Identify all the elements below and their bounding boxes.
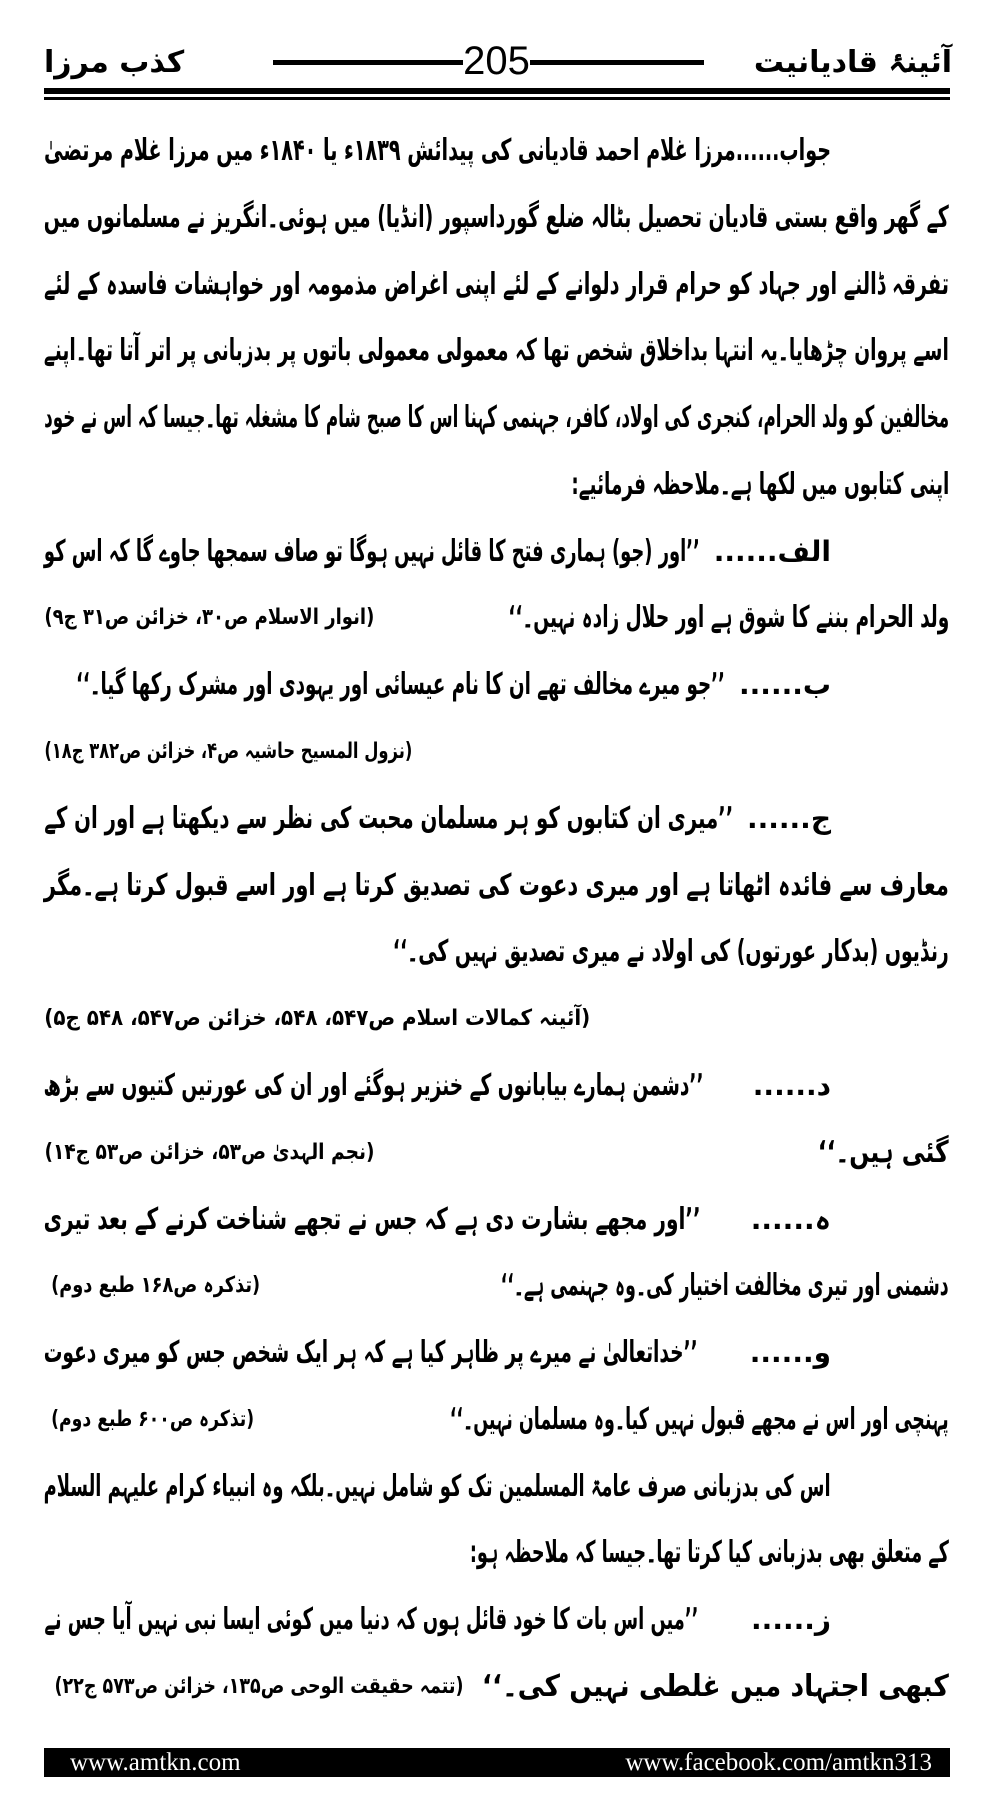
paragraph-line <box>44 1453 831 1520</box>
line-text: گئی ہیں۔‘‘ <box>818 1135 949 1170</box>
quote-line <box>44 1586 698 1653</box>
citation <box>44 985 590 1052</box>
quote-line <box>44 1186 701 1253</box>
book-title: آئینۂ قادیانیت <box>753 45 952 80</box>
quote-label-he: ہ...... <box>750 1203 831 1236</box>
footer-bar <box>44 1748 950 1777</box>
citation-text: (نزول المسیح حاشیہ ص۴، خزائن ص۳۸۲ ج۱۸) <box>44 739 412 764</box>
chapter-title: کذب مرزا <box>44 45 185 80</box>
paragraph-line <box>571 451 949 518</box>
quote-label-daal: د...... <box>752 1069 831 1102</box>
citation-text: (آئینہ کمالات اسلام ص۵۴۷، ۵۴۸، خزائن ص۵۴۷، ۵۴۸ ج۵) <box>44 1006 590 1031</box>
line-text: معارف سے فائدہ اٹھاتا ہے اور میری دعوت کی تصدیق کرتا ہے اور اسے قبول کرتا ہے۔مگر <box>44 868 949 903</box>
paragraph-line <box>44 384 949 451</box>
line-text: جواب......مرزا غلام احمد قادیانی کی پیدائش ۱۸۳۹ء یا ۱۸۴۰ء میں مرزا غلام مرتضیٰ <box>44 133 831 168</box>
header-divider-right <box>530 60 704 65</box>
header-rule-thick <box>44 88 950 94</box>
line-text: تفرقہ ڈالنے اور جہاد کو حرام قرار دلوانے کے لئے اپنی اغراض مذمومہ اور خواہشات فاسدہ کے لئے <box>44 267 949 302</box>
line-text: ’’جو میرے مخالف تھے ان کا نام عیسائی اور یہودی اور مشرک رکھا گیا۔‘‘ <box>76 667 726 702</box>
line-text: اسے پروان چڑھایا۔یہ انتہا بداخلاق شخص تھا کہ معمولی معمولی باتوں پر بدزبانی پر اتر آتا تھا۔اپنے <box>43 333 949 368</box>
quote-line <box>450 1386 949 1453</box>
line-text: اپنی کتابوں میں لکھا ہے۔ملاحظہ فرمائیے: <box>571 467 949 502</box>
header-divider-left <box>273 60 463 65</box>
quote-line <box>76 651 725 718</box>
quote-label-wao: و...... <box>749 1336 831 1369</box>
citation <box>54 1653 463 1720</box>
quote-line <box>508 584 949 651</box>
quote-line <box>44 518 700 585</box>
citation <box>51 1252 260 1319</box>
line-text: مخالفین کو ولد الحرام، کنجری کی اولاد، کافر، جہنمی کہنا اس کا صبح شام کا مشغلہ تھا۔جیسا کہ اس نے خود <box>44 400 949 435</box>
citation-text: (تذکرہ ص۶۰۰ طبع دوم) <box>51 1407 254 1432</box>
paragraph-line <box>44 251 949 318</box>
paragraph-line <box>44 317 949 384</box>
quote-label-be: ب...... <box>739 668 831 701</box>
line-text: کے متعلق بھی بدزبانی کیا کرتا تھا۔جیسا کہ ملاحظہ ہو: <box>470 1535 949 1570</box>
citation <box>51 1386 254 1453</box>
line-text: اس کی بدزبانی صرف عامۃ المسلمین تک کو شامل نہیں۔بلکہ وہ انبیاء کرام علیہم السلام <box>44 1469 831 1504</box>
line-text: ولد الحرام بننے کا شوق ہے اور حلال زادہ نہیں۔‘‘ <box>508 600 949 635</box>
quote-line <box>501 1252 949 1319</box>
quote-label-alif: الف...... <box>713 535 831 568</box>
paragraph-line <box>44 184 949 251</box>
line-text: دشمنی اور تیری مخالفت اختیار کی۔وہ جہنمی ہے۔‘‘ <box>501 1268 949 1303</box>
quote-line <box>44 852 949 919</box>
citation-text: (تتمہ حقیقت الوحی ص۱۳۵، خزائن ص۵۷۳ ج۲۲) <box>54 1674 463 1699</box>
quote-line <box>482 1653 949 1720</box>
line-text: ’’اور (جو) ہماری فتح کا قائل نہیں ہوگا تو صاف سمجھا جاوے گا کہ اس کو <box>43 534 700 569</box>
quote-label-ze: ز...... <box>751 1603 831 1636</box>
website-link[interactable]: www.amtkn.com <box>70 1749 241 1776</box>
citation-text: (انوار الاسلام ص۳۰، خزائن ص۳۱ ج۹) <box>44 605 374 630</box>
citation-text: (تذکرہ ص۱۶۸ طبع دوم) <box>51 1273 260 1298</box>
quote-line <box>44 1052 704 1119</box>
line-text: ’’اور مجھے بشارت دی ہے کہ جس نے تجھے شناخت کرنے کے بعد تیری <box>44 1202 701 1237</box>
line-text: ’’دشمن ہمارے بیابانوں کے خنزیر ہوگئے اور ان کی عورتیں کتیوں سے بڑھ <box>44 1068 704 1103</box>
line-text: ’’خداتعالیٰ نے میرے پر ظاہر کیا ہے کہ ہر ایک شخص جس کو میری دعوت <box>44 1335 698 1370</box>
paragraph-line <box>470 1519 949 1586</box>
paragraph-line <box>44 117 831 184</box>
line-text: پہنچی اور اس نے مجھے قبول نہیں کیا۔وہ مسلمان نہیں۔‘‘ <box>450 1402 949 1437</box>
citation <box>44 718 412 785</box>
line-text: ’’میری ان کتابوں کو ہر مسلمان محبت کی نظر سے دیکھتا ہے اور ان کے <box>44 801 733 836</box>
line-text: ’’میں اس بات کا خود قائل ہوں کہ دنیا میں کوئی ایسا نبی نہیں آیا جس نے <box>44 1602 698 1637</box>
line-text: کبھی اجتہاد میں غلطی نہیں کی۔‘‘ <box>482 1669 949 1704</box>
quote-line <box>44 1319 698 1386</box>
line-text: رنڈیوں (بدکار عورتوں) کی اولاد نے میری تصدیق نہیں کی۔‘‘ <box>393 934 949 969</box>
page-number: 205 <box>463 39 530 83</box>
quote-label-jeem: ج...... <box>747 802 831 835</box>
citation-text: (نجم الہدیٰ ص۵۳، خزائن ص۵۳ ج۱۴) <box>44 1140 374 1165</box>
quote-line <box>393 918 949 985</box>
quote-line <box>44 785 733 852</box>
line-text: کے گھر واقع بستی قادیان تحصیل بٹالہ ضلع گورداسپور (انڈیا) میں ہوئی۔انگریز نے مسلمانوں میں <box>44 200 949 235</box>
citation <box>44 584 374 651</box>
header-rule-thin <box>44 97 950 100</box>
citation <box>44 1119 374 1186</box>
facebook-link[interactable]: www.facebook.com/amtkn313 <box>625 1749 932 1776</box>
quote-line <box>818 1119 949 1186</box>
